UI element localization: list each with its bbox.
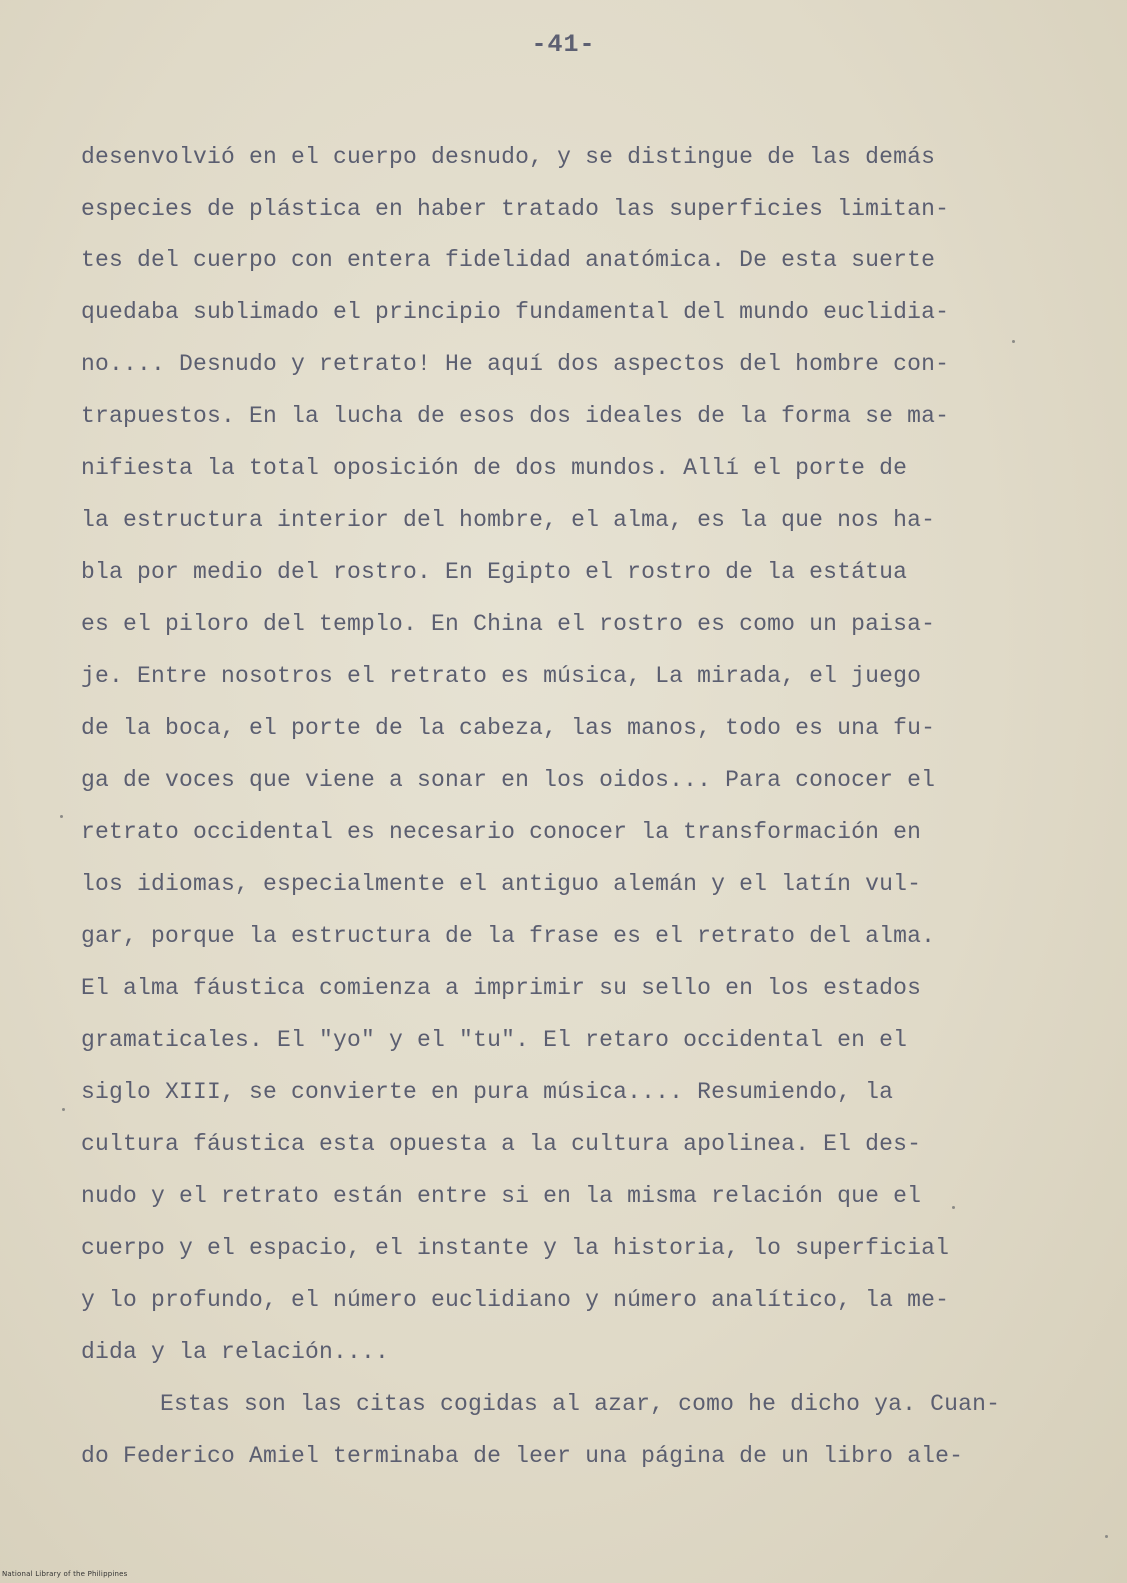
text-line: nifiesta la total oposición de dos mundos. Allí el porte de [81, 455, 908, 481]
text-line: la estructura interior del hombre, el alma, es la que nos ha- [81, 507, 936, 533]
paper-speck [1012, 340, 1015, 343]
paper-speck [60, 815, 63, 818]
text-line: los idiomas, especialmente el antiguo alemán y el latín vul- [81, 871, 922, 897]
text-line: Estas son las citas cogidas al azar, como he dicho ya. Cuan- [160, 1391, 1001, 1417]
footer-credit: National Library of the Philippines [2, 1570, 128, 1578]
text-line: tes del cuerpo con entera fidelidad anatómica. De esta suerte [81, 247, 936, 273]
text-line: do Federico Amiel terminaba de leer una página de un libro ale- [81, 1443, 964, 1469]
paper-speck [62, 1108, 65, 1111]
text-line: y lo profundo, el número euclidiano y número analítico, la me- [81, 1287, 950, 1313]
text-line: gar, porque la estructura de la frase es el retrato del alma. [81, 923, 936, 949]
text-line: El alma fáustica comienza a imprimir su sello en los estados [81, 975, 922, 1001]
text-line: ga de voces que viene a sonar en los oidos... Para conocer el [81, 767, 936, 793]
text-line: je. Entre nosotros el retrato es música, La mirada, el juego [81, 663, 922, 689]
text-line: siglo XIII, se convierte en pura música.... Resumiendo, la [81, 1079, 894, 1105]
text-line: desenvolvió en el cuerpo desnudo, y se distingue de las demás [81, 144, 936, 170]
text-line: cuerpo y el espacio, el instante y la historia, lo superficial [81, 1235, 950, 1261]
text-line: dida y la relación.... [81, 1339, 390, 1365]
text-line: especies de plástica en haber tratado las superficies limitan- [81, 196, 950, 222]
paper-speck [1105, 1535, 1108, 1538]
page-number: -41- [531, 30, 596, 59]
text-line: cultura fáustica esta opuesta a la cultura apolinea. El des- [81, 1131, 922, 1157]
text-line: gramaticales. El "yo" y el "tu". El retaro occidental en el [81, 1027, 908, 1053]
text-line: bla por medio del rostro. En Egipto el rostro de la estátua [81, 559, 908, 585]
text-line: de la boca, el porte de la cabeza, las manos, todo es una fu- [81, 715, 936, 741]
text-line: no.... Desnudo y retrato! He aquí dos aspectos del hombre con- [81, 351, 950, 377]
text-line: retrato occidental es necesario conocer la transformación en [81, 819, 922, 845]
text-line: es el piloro del templo. En China el rostro es como un paisa- [81, 611, 936, 637]
text-line: quedaba sublimado el principio fundamental del mundo euclidia- [81, 299, 950, 325]
text-line: trapuestos. En la lucha de esos dos ideales de la forma se ma- [81, 403, 950, 429]
text-line: nudo y el retrato están entre si en la misma relación que el [81, 1183, 922, 1209]
paper-speck [952, 1206, 955, 1209]
